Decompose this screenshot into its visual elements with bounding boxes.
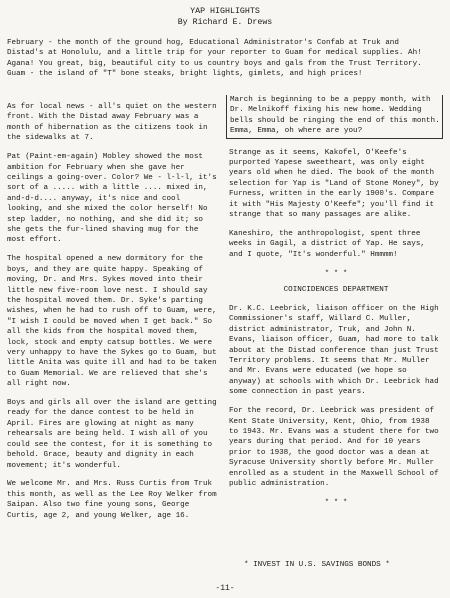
local-news-paragraph: As for local news - all's quiet on the western front. With the Distad away February was a month of hibernation as the citizens took in the sidewalks at 7. bbox=[7, 103, 217, 143]
savings-bonds-footer: * INVEST IN U.S. SAVINGS BONDS * bbox=[244, 561, 390, 569]
boxed-march-paragraph: March is beginning to be a peppy month, with Dr. Melnikoff fixing his new home. Wedding bells should be ringing the end of this month. Emma, Emma, oh where are you? bbox=[226, 95, 443, 139]
right-column bbox=[229, 96, 443, 514]
section-separator-end: * * * bbox=[324, 498, 348, 507]
page-number: -11- bbox=[215, 584, 235, 593]
mobley-paragraph: Pat (Paint-em-again) Mobley showed the most ambition for February when she gave her ceilings a going-over. Color? We - l-l-l, it's sort of a ..... with a little .... mixed in, and-d-d.... anyway, it's nice and cool looking, and she mixed the color herself! No step ladder, no nothing, and she did it; so she gets the fur-lined shaving mug for the most effort. bbox=[7, 153, 217, 245]
leebrick-paragraph-2: For the record, Dr. Leebrick was president of Kent State University, Kent, Ohio, from 1938 to 1943. Mr. Evans was a student there for two years during that period. And for 10 years prior to 1938, the good doctor was a dean at Syracuse University shortly before Mr. Muller enrolled as a student in the Maxwell School of public administration. bbox=[229, 407, 439, 488]
welcome-paragraph: We welcome Mr. and Mrs. Russ Curtis from Truk this month, as well as the Lee Roy Welker from Saipan. Also two fine young sons, George Curtis, age 2, and young Welker, age 16. bbox=[7, 480, 217, 520]
intro-paragraph: February - the month of the ground hog, Educational Administrator's Confab at Truk and Distad's at Honolulu, and a little trip for your reporter to Guam for medical supplies. Ah! Agana! You great, big, beautiful city to us country boys and gals from the Trust Territory. Guam - the island of "T" bone steaks, bright lights, gimlets, and high prices! bbox=[7, 39, 422, 79]
kaneshiro-paragraph: Kaneshiro, the anthropologist, spent three weeks in Gagil, a district of Yap. He says, and I quote, "It's wonderful." Hmmmm! bbox=[229, 229, 425, 259]
section-separator: * * * bbox=[324, 269, 348, 278]
hospital-paragraph: The hospital opened a new dormitory for the boys, and they are quite happy. Speaking of moving, Dr. and Mrs. Sykes moved into their little new five-room love nest. I should say the hospital moved them. Dr. Syke's parting wishes, when he had to rush off to Guam, were, "I wish I could be moved when I get back." So all the kids from the hospital moved them, lock, stock and empty catsup bottles. We were very unhappy to have the Sykes go to Guam, but little Anita was quite ill and had to be taken to Guam Memorial. We are relieved that she's all right now. bbox=[7, 255, 217, 389]
section-title: COINCIDENCES DEPARTMENT bbox=[283, 286, 389, 295]
kakofel-paragraph: Strange as it seems, Kakofel, O'Keefe's purported Yapese sweetheart, was only eight years old when he died. The book of the month selection for Yap is "Land of Stone Money", by Furness, written in the early 1900's. Compare it with "His Majesty O'Keefe"; you'll find it strange that so many passages are alike. bbox=[229, 148, 439, 220]
dance-contest-paragraph: Boys and girls all over the island are getting ready for the dance contest to be held in April. Fires are glowing at night as many rehearsals are being held. I wish all of you could see the contest, for it is something to behold. Grace, beauty and dignity in each movement; it's wonderful. bbox=[7, 399, 217, 470]
byline: By Richard E. Drews bbox=[177, 18, 273, 27]
article-title: YAP HIGHLIGHTS bbox=[190, 7, 260, 16]
left-column bbox=[7, 102, 221, 530]
leebrick-paragraph-1: Dr. K.C. Leebrick, liaison officer on the High Commissioner's staff, Willard C. Muller, district administrator, Truk, and John N. Evans, liaison officer, Guam, had more to talk about at the Distad conference than just Trust Territory problems. It seems that Mr. Muller and Mr. Evans were educated (we hope so anyway) at schools with which Dr. Leebrick had some connection in past years. bbox=[229, 305, 439, 397]
